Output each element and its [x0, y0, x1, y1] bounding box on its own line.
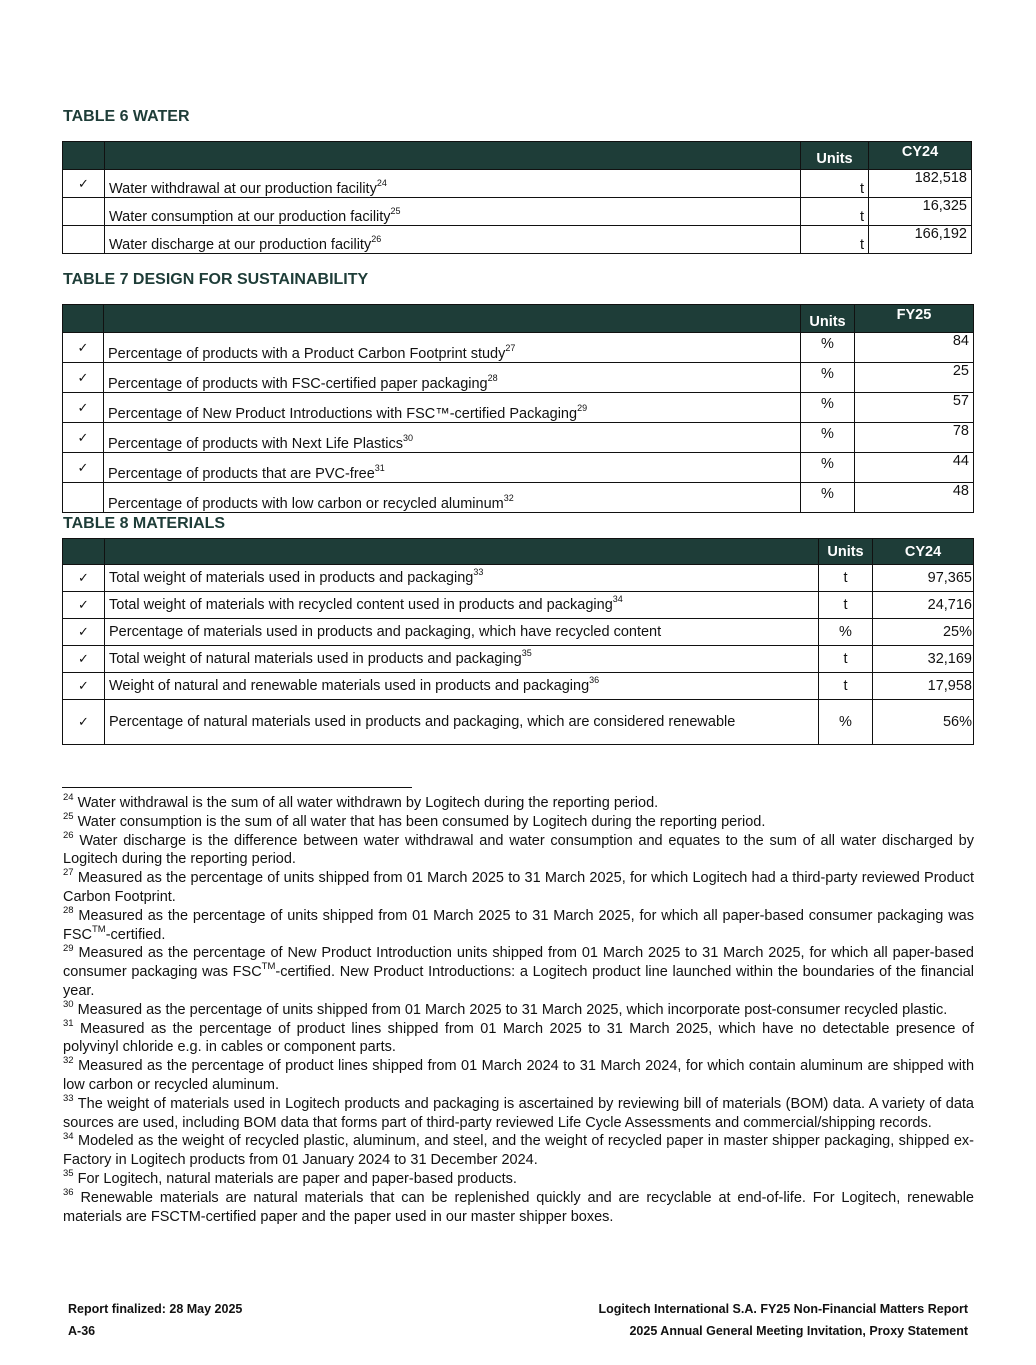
row-unit: t	[819, 646, 873, 673]
checkmark-icon: ✓	[78, 624, 89, 639]
footnote-text: Renewable materials are natural materials that can be replenished quickly and are recyclable at end-of-life. For Logitech, renewable materials are FSCTM-certified paper and the paper used in our master shipper boxes.	[63, 1189, 974, 1225]
checkmark-icon: ✓	[78, 175, 89, 191]
footnote-ref: 35	[521, 648, 532, 659]
footnote	[63, 1186, 974, 1227]
trademark-mark: TM	[92, 923, 106, 935]
footnote-number: 36	[63, 1186, 74, 1198]
row-label: Percentage of materials used in products and packaging, which have recycled content	[109, 624, 662, 640]
header-check-cell	[63, 142, 105, 170]
header-description-cell	[105, 539, 819, 565]
checkmark-icon: ✓	[77, 459, 89, 475]
row-unit: t	[819, 565, 873, 592]
footnote-text: The weight of materials used in Logitech products and packaging is ascertained by reviewing bill of materials (BOM) data. A variety of data sources are used, including BOM data that forms part of third-party reviewed Life Cycle Assessments and commercial/shipping records.	[63, 1095, 974, 1131]
checkmark-icon: ✓	[78, 651, 89, 666]
verified-check-cell	[63, 619, 105, 646]
row-description	[105, 592, 819, 619]
row-unit: %	[801, 483, 855, 513]
checkmark-icon: ✓	[77, 399, 89, 415]
row-label: Water consumption at our production facility	[109, 209, 391, 225]
checkmark-icon: ✓	[78, 714, 89, 729]
footnote-ref: 26	[371, 234, 382, 245]
header-units: Units	[819, 539, 873, 565]
footnote	[63, 869, 974, 907]
verified-check-cell	[63, 673, 105, 700]
verified-check-cell	[63, 226, 105, 254]
row-label: Percentage of natural materials used in products and packaging, which are considered renewable	[109, 714, 736, 730]
footnote-text: For Logitech, natural materials are paper and paper-based products.	[77, 1170, 517, 1187]
footnote-ref: 32	[503, 493, 514, 504]
row-label: Percentage of New Product Introductions with FSC™-certified Packaging	[108, 406, 578, 422]
row-value: 84	[855, 333, 974, 363]
footnote-ref: 27	[505, 343, 516, 354]
footnote	[63, 998, 974, 1020]
footer-subtitle: 2025 Annual General Meeting Invitation, Proxy Statement	[629, 1324, 968, 1338]
header-description-cell	[104, 305, 801, 333]
checkmark-icon: ✓	[77, 429, 89, 445]
table-row	[63, 363, 974, 393]
row-unit: %	[801, 333, 855, 363]
footnotes	[63, 794, 974, 1226]
row-description	[104, 393, 801, 423]
header-year: CY24	[869, 142, 972, 170]
row-description	[105, 170, 801, 198]
footnote-number: 33	[63, 1092, 74, 1104]
header-description-cell	[105, 142, 801, 170]
footnote	[63, 1170, 974, 1189]
footnote-text: Water discharge is the difference between water withdrawal and water consumption and equates to the sum of all water discharged by Logitech during the reporting period.	[63, 832, 974, 868]
footnote-ref: 34	[612, 594, 623, 605]
table-header-row	[63, 305, 974, 333]
row-label: Percentage of products with FSC-certified paper packaging	[108, 376, 488, 392]
verified-check-cell	[63, 423, 104, 453]
row-description	[105, 673, 819, 700]
design-table	[62, 304, 974, 513]
footnote-number: 24	[63, 792, 74, 804]
header-year: CY24	[873, 539, 974, 565]
footnote-text: Modeled as the weight of recycled plastic, aluminum, and steel, and the weight of recycled paper in master shipper packaging, shipped ex-Factory in Logitech products from 01 January 2024 to 31 December 2024.	[63, 1133, 975, 1169]
table-row	[63, 226, 972, 254]
checkmark-icon: ✓	[78, 597, 89, 612]
row-unit: %	[819, 700, 873, 745]
footnote-number: 27	[63, 867, 74, 879]
row-value: 32,169	[873, 646, 974, 673]
table-row	[63, 700, 974, 745]
footnote-text: Measured as the percentage of New Product Introduction units shipped from 01 March 2025 to 31 March 2025, for which all paper-based consumer packaging was FSC	[63, 945, 974, 981]
row-description	[104, 423, 801, 453]
row-unit: t	[819, 592, 873, 619]
table-row	[63, 170, 972, 198]
row-value: 48	[855, 483, 974, 513]
header-check-cell	[63, 305, 104, 333]
footnote-text: Measured as the percentage of product lines shipped from 01 March 2024 to 31 March 2024, for which contain aluminum are shipped with low carbon or recycled aluminum.	[63, 1058, 975, 1093]
footnote-text-cont: -certified. New Product Introductions: a Logitech product line launched within the boundaries of the financial year.	[63, 964, 974, 999]
row-unit: %	[801, 393, 855, 423]
footnote	[63, 794, 974, 813]
row-value: 78	[855, 423, 974, 453]
row-description	[105, 619, 819, 646]
row-label: Water discharge at our production facility	[109, 237, 372, 253]
table-row	[63, 423, 974, 453]
row-value: 56%	[873, 700, 974, 745]
row-value: 97,365	[873, 565, 974, 592]
row-value: 57	[855, 393, 974, 423]
verified-check-cell	[63, 198, 105, 226]
row-label: Weight of natural and renewable materials used in products and packaging	[109, 678, 590, 694]
water-table-body	[63, 170, 972, 254]
row-value: 17,958	[873, 673, 974, 700]
footnote-text-cont: -certified.	[105, 926, 166, 943]
verified-check-cell	[63, 170, 105, 198]
footnote-number: 34	[63, 1130, 74, 1142]
row-value: 25	[855, 363, 974, 393]
row-label: Total weight of materials used in products and packaging	[109, 570, 474, 586]
verified-check-cell	[63, 333, 104, 363]
water-table	[62, 141, 972, 254]
verified-check-cell	[63, 453, 104, 483]
row-unit: t	[801, 226, 869, 254]
row-value: 24,716	[873, 592, 974, 619]
row-description	[105, 226, 801, 254]
row-label: Percentage of products with a Product Carbon Footprint study	[108, 346, 506, 362]
checkmark-icon: ✓	[78, 678, 89, 693]
footnote	[63, 1017, 974, 1058]
row-label: Percentage of products with low carbon or recycled aluminum	[108, 496, 504, 512]
footnote-text: Measured as the percentage of units shipped from 01 March 2025 to 31 March 2025, for which all paper-based consumer packaging was FSC	[63, 907, 974, 943]
row-unit: t	[819, 673, 873, 700]
footnote-ref: 36	[589, 675, 600, 686]
verified-check-cell	[63, 483, 104, 513]
row-label: Total weight of natural materials used in products and packaging	[109, 651, 522, 667]
footnote-ref: 30	[402, 433, 413, 444]
footer-page-number: A-36	[68, 1324, 96, 1338]
row-value: 182,518	[869, 170, 972, 198]
footnote	[63, 904, 974, 945]
row-value: 44	[855, 453, 974, 483]
footnote-ref: 28	[487, 373, 498, 384]
footnote	[63, 944, 974, 1000]
footnote-number: 30	[63, 998, 74, 1010]
verified-check-cell	[63, 393, 104, 423]
footnote	[63, 810, 974, 832]
header-year: FY25	[855, 305, 974, 333]
verified-check-cell	[63, 363, 104, 393]
footnote-number: 25	[63, 810, 74, 822]
table-7-title: TABLE 7 DESIGN FOR SUSTAINABILITY	[63, 271, 369, 288]
footer-finalized-date: Report finalized: 28 May 2025	[68, 1302, 243, 1316]
footnote-ref: 31	[374, 463, 385, 474]
row-unit: %	[801, 363, 855, 393]
verified-check-cell	[63, 565, 105, 592]
row-value: 25%	[873, 619, 974, 646]
checkmark-icon: ✓	[78, 570, 89, 585]
table-row	[63, 333, 974, 363]
table-row	[63, 393, 974, 423]
row-description	[105, 565, 819, 592]
row-description	[104, 363, 801, 393]
row-label: Percentage of products that are PVC-free	[108, 466, 375, 482]
table-row	[63, 673, 974, 700]
row-label: Total weight of materials with recycled content used in products and packaging	[109, 597, 613, 613]
row-description	[105, 198, 801, 226]
row-unit: %	[801, 423, 855, 453]
footnote-text: Water consumption is the sum of all water that has been consumed by Logitech during the reporting period.	[77, 813, 766, 830]
row-description	[105, 646, 819, 673]
footnote-number: 32	[63, 1055, 74, 1067]
verified-check-cell	[63, 646, 105, 673]
footnote-ref: 33	[473, 567, 484, 578]
footnote	[63, 829, 974, 870]
footer-report-title: Logitech International S.A. FY25 Non-Financial Matters Report	[598, 1302, 968, 1316]
row-description	[104, 453, 801, 483]
header-units: Units	[801, 142, 869, 170]
header-units: Units	[801, 305, 855, 333]
materials-table	[62, 538, 974, 745]
checkmark-icon: ✓	[77, 369, 89, 385]
footnote	[63, 1132, 974, 1170]
row-description	[105, 700, 819, 745]
row-value: 16,325	[869, 198, 972, 226]
footnote-number: 35	[63, 1168, 74, 1180]
table-6-title: TABLE 6 WATER	[63, 108, 190, 125]
table-header-row	[63, 539, 974, 565]
table-row	[63, 619, 974, 646]
footnote-ref: 24	[376, 178, 387, 189]
table-row	[63, 565, 974, 592]
row-label: Percentage of products with Next Life Plastics	[108, 436, 403, 452]
footnote-ref: 25	[390, 206, 401, 217]
footnote-text: Measured as the percentage of units shipped from 01 March 2025 to 31 March 2025, which incorporate post-consumer recycled plastic.	[77, 1001, 948, 1018]
trademark-mark: TM	[261, 961, 276, 973]
table-row	[63, 453, 974, 483]
materials-table-body	[63, 565, 974, 745]
row-value: 166,192	[869, 226, 972, 254]
footnote	[63, 1092, 974, 1133]
table-8-title: TABLE 8 MATERIALS	[63, 515, 226, 532]
table-header-row	[63, 142, 972, 170]
row-unit: %	[819, 619, 873, 646]
row-description	[104, 483, 801, 513]
footnote-number: 31	[63, 1017, 74, 1029]
header-check-cell	[63, 539, 105, 565]
footnote-number: 28	[63, 904, 74, 916]
checkmark-icon: ✓	[77, 339, 89, 355]
row-unit: t	[801, 170, 869, 198]
footnote-ref: 29	[577, 403, 588, 414]
footnote-text: Measured as the percentage of product lines shipped from 01 March 2025 to 31 March 2025, which have no detectable presence of polyvinyl chloride e.g. in cables or component parts.	[63, 1020, 974, 1056]
table-row	[63, 198, 972, 226]
row-unit: %	[801, 453, 855, 483]
footnote-text: Water withdrawal is the sum of all water withdrawn by Logitech during the reporting period.	[77, 795, 659, 811]
row-unit: t	[801, 198, 869, 226]
footnote-number: 29	[63, 942, 74, 954]
footnote	[63, 1057, 974, 1095]
row-description	[104, 333, 801, 363]
table-row	[63, 592, 974, 619]
table-row	[63, 483, 974, 513]
row-label: Water withdrawal at our production facility	[109, 181, 377, 197]
table-row	[63, 646, 974, 673]
footnote-separator	[62, 787, 412, 788]
design-table-body	[63, 333, 974, 513]
footnote-number: 26	[63, 829, 74, 841]
verified-check-cell	[63, 592, 105, 619]
footnote-text: Measured as the percentage of units shipped from 01 March 2025 to 31 March 2025, for which Logitech had a third-party reviewed Product Carbon Footprint.	[63, 870, 975, 905]
verified-check-cell	[63, 700, 105, 745]
